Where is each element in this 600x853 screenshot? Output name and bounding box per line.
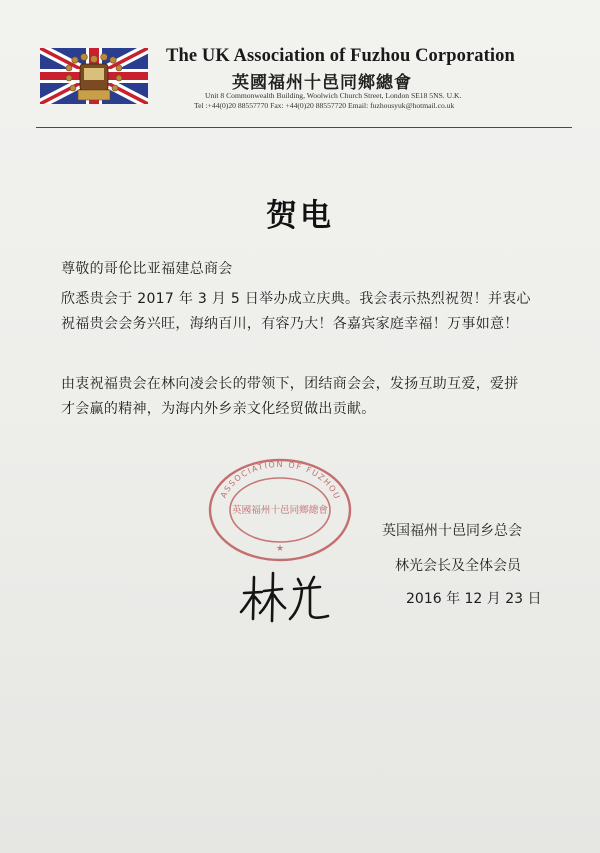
letterhead-divider — [36, 127, 572, 128]
organization-name-chinese: 英國福州十邑同鄉總會 — [232, 73, 412, 93]
signoff-organization: 英国福州十邑同乡总会 — [382, 523, 522, 539]
signoff-names: 林光会长及全体会员 — [395, 558, 521, 574]
svg-text:ASSOCIATION OF FUZHOU: ASSOCIATION OF FUZHOU — [218, 459, 343, 502]
organization-seal-stamp-icon — [205, 455, 355, 563]
organization-contact: Tel :+44(0)20 88557770 Fax: +44(0)20 88557720 Email: fuzhousyuk@hotmail.co.uk — [194, 101, 455, 110]
organization-name-english: The UK Association of Fuzhou Corporation — [166, 46, 515, 66]
salutation: 尊敬的哥伦比亚福建总商会 — [61, 261, 233, 277]
paragraph-2-line-1: 由衷祝福贵会在林向凌会长的带领下，团结商会会，发扬互助互爱，爱拼 — [61, 376, 519, 392]
association-logo-icon — [40, 48, 148, 104]
letter-title: 贺电 — [266, 198, 334, 234]
organization-address: Unit 8 Commonwealth Building, Woolwich Church Street, London SE18 5NS. U.K. — [205, 91, 462, 100]
svg-text:★: ★ — [275, 544, 285, 554]
handwritten-signature-icon — [238, 565, 338, 623]
paragraph-1-line-1: 欣悉贵会于 2017 年 3 月 5 日举办成立庆典。我会表示热烈祝贺！并衷心 — [61, 291, 531, 307]
paragraph-1-line-2: 祝福贵会会务兴旺，海纳百川，有容乃大！各嘉宾家庭幸福！万事如意！ — [61, 316, 519, 332]
svg-text:英國福州十邑同鄉總會: 英國福州十邑同鄉總會 — [232, 505, 328, 516]
signoff-date: 2016 年 12 月 23 日 — [406, 591, 542, 607]
paragraph-2-line-2: 才会赢的精神，为海内外乡亲文化经贸做出贡献。 — [61, 401, 376, 417]
